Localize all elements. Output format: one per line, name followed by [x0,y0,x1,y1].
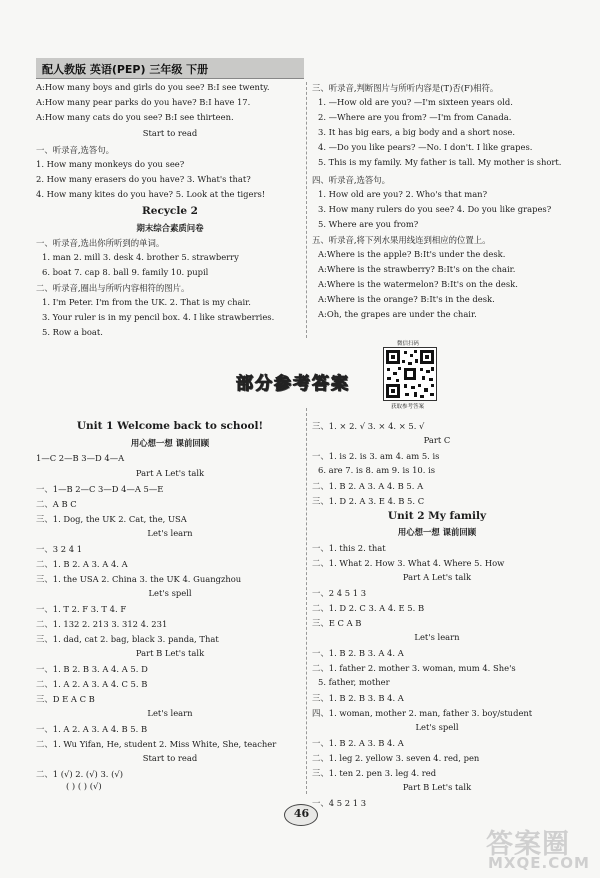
answer-line: 二、1. B 2. A 3. A 4. A [36,559,128,569]
answer-line: 一、1. B 2. B 3. A 4. A 5. D [36,664,148,674]
section-heading: Let's learn [414,632,460,642]
answer-line: 二、1. 132 2. 213 3. 312 4. 231 [36,619,168,629]
answer-line: 三、1. the USA 2. China 3. the UK 4. Guangzhou [36,574,242,584]
answer-line: 一、1. is 2. is 3. am 4. am 5. is [312,451,440,461]
answer-line: 5. father, mother [318,677,390,687]
column-divider [306,408,307,794]
final-test-title: 期末综合素质问卷 [136,223,204,233]
answer-line: 三、1. D 2. A 3. E 4. B 5. C [312,496,425,506]
section-heading: Part B Let's talk [135,648,205,658]
script-line: 5. This is my family. My father is tall. My mother is short. [318,157,562,167]
answer-line: 二、1. father 2. mother 3. woman, mum 4. She's [312,663,516,673]
answer-line: 一、2 4 5 1 3 [312,588,367,598]
unit2-title: Unit 2 My family [387,510,487,522]
question-intro: 一、听录音,选答句。 [36,145,115,155]
column-divider [306,82,307,338]
script-line: 3. Your ruler is in my pencil box. 4. I like strawberries. [42,312,275,322]
question-intro: 一、听录音,选出你所听到的单词。 [36,238,165,248]
script-line: 4. —Do you like pears? —No. I don't. I like grapes. [318,142,533,152]
answer-line: 三、1. dad, cat 2. bag, black 3. panda, That [36,634,219,644]
qr-top-label: 微信扫码 [397,341,420,347]
section-heading: Part A Let's talk [402,572,472,582]
script-line: A:Where is the orange? B:It's in the desk. [318,294,495,304]
answer-line: 二、1. What 2. How 3. What 4. Where 5. How [312,558,505,568]
qr-pattern [384,348,436,400]
section-heading: Let's learn [147,528,193,538]
section-heading: Let's learn [147,708,193,718]
script-line: 3. It has big ears, a big body and a short nose. [318,127,516,137]
question-intro: 五、听录音,将下列水果用线连到相应的位置上。 [312,235,491,245]
answer-line: 二、1. B 2. A 3. A 4. B 5. A [312,481,424,491]
page-number-badge [270,799,330,829]
answer-line: 二、A B C [36,499,77,509]
answer-line: 1—C 2—B 3—D 4—A [36,453,125,463]
answer-line: 6. are 7. is 8. am 9. is 10. is [318,465,436,475]
answer-line: 一、1. this 2. that [312,543,386,553]
answer-line: 三、E C A B [312,618,362,628]
question-intro: 三、听录音,判断图片与所听内容是(T)否(F)相符。 [312,83,499,93]
answer-line: 一、1. B 2. A 3. B 4. A [312,738,404,748]
section-heading: Part B Let's talk [402,782,472,792]
qr-bottom-label: 获取参考答案 [391,404,425,410]
answers-title: 部分参考答案 [236,374,350,394]
script-line: 5. Where are you from? [318,219,419,229]
answer-line: 二、1. leg 2. yellow 3. seven 4. red, pen [312,753,480,763]
recycle-title: Recycle 2 [142,205,198,217]
script-line: A:How many cats do you see? B:I see thirteen. [36,112,234,122]
script-line: A:Where is the watermelon? B:It's on the desk. [318,279,518,289]
page-number: 46 [293,807,310,820]
answer-line: 一、1—B 2—C 3—D 4—A 5—E [36,484,164,494]
script-line: A:How many boys and girls do you see? B:I see twenty. [36,82,270,92]
watermark-text: 答案圈 [486,829,570,860]
answer-line: 三、D E A C B [36,694,95,704]
section-heading: Part A Let's talk [135,468,205,478]
section-heading: Part C [423,435,451,445]
script-line: A:Where is the apple? B:It's under the desk. [318,249,506,259]
unit1-title: Unit 1 Welcome back to school! [76,420,264,432]
script-line: 1. How old are you? 2. Who's that man? [318,189,488,199]
answer-line: 二、1. A 2. A 3. A 4. C 5. B [36,679,148,689]
watermark-url: MXQE.COM [488,854,590,872]
section-heading: Start to read [142,753,198,763]
script-line: A:How many pear parks do you have? B:I have 17. [36,97,251,107]
question-intro: 二、听录音,圈出与所听内容相符的图片。 [36,283,190,293]
answer-line: 一、4 5 2 1 3 [312,798,367,808]
script-line: A:Where is the strawberry? B:It's on the chair. [318,264,516,274]
script-line: A:Oh, the grapes are under the chair. [318,309,477,319]
answer-line: 三、1. Dog, the UK 2. Cat, the, USA [36,514,187,524]
section-heading: Let's spell [415,722,459,732]
section-heading: Let's spell [148,588,192,598]
section-heading: Start to read [142,128,198,138]
book-header [36,58,304,79]
answer-line: 一、1. A 2. A 3. A 4. B 5. B [36,724,148,734]
answer-line: 一、3 2 4 1 [36,544,83,554]
unit2-subtitle: 用心想一想 课前回顾 [397,527,477,537]
unit1-subtitle: 用心想一想 课前回顾 [130,438,210,448]
script-line: 2. —Where are you from? —I'm from Canada. [318,112,512,122]
question-intro: 四、听录音,选答句。 [312,175,391,185]
answer-line: 二、1. Wu Yifan, He, student 2. Miss White, She, teacher [36,739,277,749]
script-line: 3. How many rulers do you see? 4. Do you like grapes? [318,204,552,214]
answer-line: ( ) ( ) (√) [66,781,102,791]
script-line: 1. man 2. mill 3. desk 4. brother 5. strawberry [42,252,239,262]
book-title: 配人教版 英语(PEP) 三年级 下册 [42,63,209,76]
answer-line: 三、1. × 2. √ 3. × 4. × 5. √ [312,421,425,431]
script-line: 6. boat 7. cap 8. ball 9. family 10. pupil [42,267,209,277]
script-line: 2. How many erasers do you have? 3. What's that? [36,174,251,184]
answer-line: 二、1 (√) 2. (√) 3. (√) [36,769,123,779]
script-line: 4. How many kites do you have? 5. Look at the tigers! [36,189,266,199]
answer-line: 一、1. T 2. F 3. T 4. F [36,604,127,614]
watermark [478,822,596,874]
answer-line: 一、1. B 2. B 3. A 4. A [312,648,404,658]
answer-line: 三、1. B 2. B 3. B 4. A [312,693,404,703]
script-line: 1. —How old are you? —I'm sixteen years old. [318,97,513,107]
answer-line: 二、1. D 2. C 3. A 4. E 5. B [312,603,425,613]
script-line: 1. How many monkeys do you see? [36,159,185,169]
answer-line: 三、1. ten 2. pen 3. leg 4. red [312,768,437,778]
script-line: 5. Row a boat. [42,327,103,337]
answer-line: 四、1. woman, mother 2. man, father 3. boy/student [312,708,533,718]
script-line: 1. I'm Peter. I'm from the UK. 2. That is my chair. [42,297,251,307]
qr-code-icon [383,347,437,401]
